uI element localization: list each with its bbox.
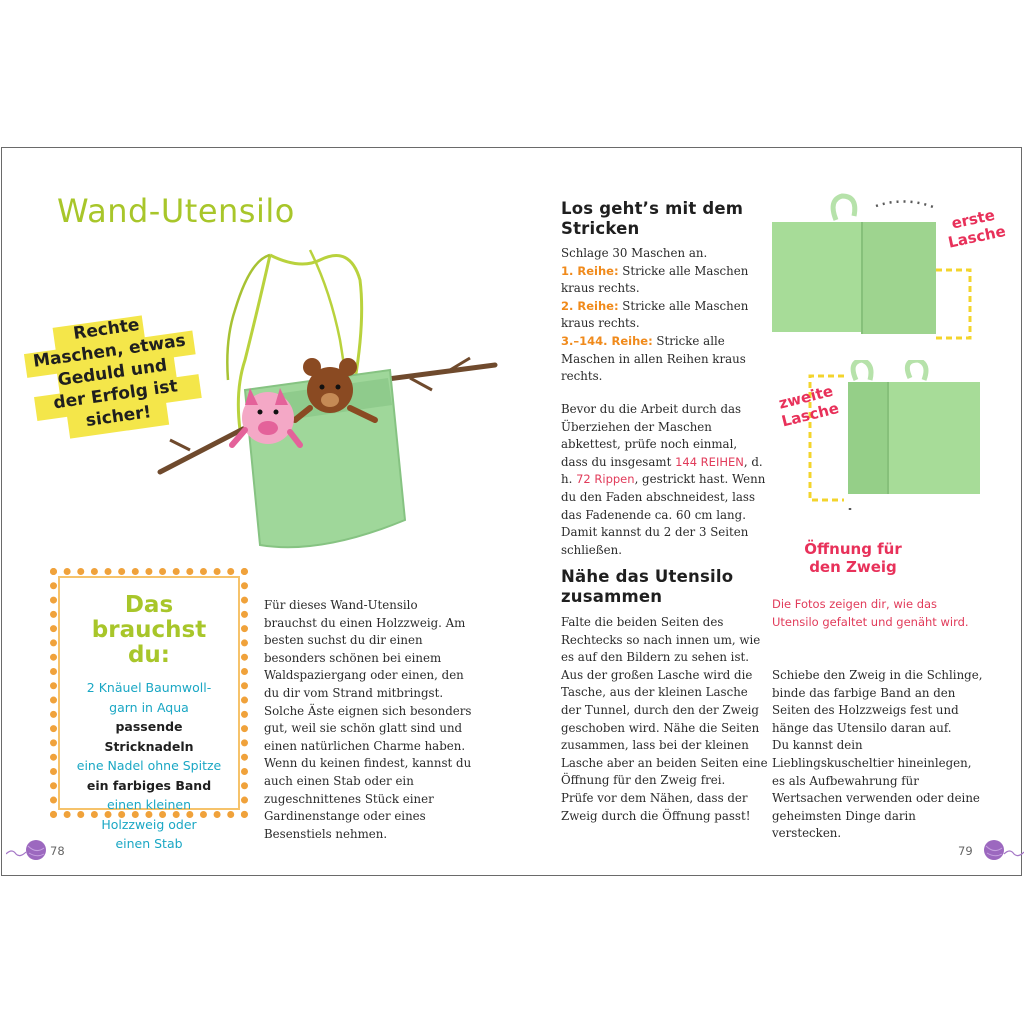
row-label: 3.–144. Reihe:	[561, 333, 653, 348]
final-text: Du kannst dein Lieblingskuscheltier hineinlegen, es als Aufbewahrung für Wertsachen verwenden oder deine geheimsten Dinge darin verstecken.	[772, 738, 980, 841]
photo-caption: Die Fotos zeigen dir, wie das Utensilo gefaltet und genäht wird.	[772, 597, 969, 629]
yarn-ball-icon	[982, 836, 1024, 864]
materials-heading: Das brauchst du:	[91, 592, 207, 668]
yarn-ball-icon	[6, 836, 48, 864]
folded-step-photo-1	[766, 190, 976, 350]
sew-text: Falte die beiden Seiten des Rechtecks so nach innen um, wie es auf den Bildern zu sehen ist. Aus der großen Lasche wird die Tasche, aus der kleinen Lasche der Tunnel, durch den der Zweig geschoben wird. Nähe die Seiten zusammen, lass bei der kleinen Lasche aber an beiden Seiten eine Öffnung für den Zweig frei.	[561, 615, 768, 788]
cast-on-text: Schlage 30 Maschen an.	[561, 246, 708, 260]
row-label: 2. Reihe:	[561, 298, 619, 313]
row-step	[561, 333, 766, 386]
row-step	[561, 263, 766, 298]
final-text: Schiebe den Zweig in die Schlinge, binde das farbige Band an den Seiten des Holzzweigs fest und hänge das Utensilo daran auf.	[772, 668, 983, 735]
row-text: Stricke alle Maschen kraus rechts.	[561, 298, 749, 331]
row-text: Stricke alle Maschen in allen Reihen kraus rechts.	[561, 333, 746, 384]
page-number-right: 79	[958, 844, 973, 858]
knit-steps	[561, 245, 766, 386]
row-label: 1. Reihe:	[561, 263, 619, 278]
bind-off-text: Bevor du die Arbeit durch das Überziehen der Maschen abkettest, prüfe noch einmal, dass du insgesamt	[561, 402, 742, 469]
sew-paragraph	[561, 614, 771, 825]
final-paragraph	[772, 667, 984, 843]
rows-highlight: 144 REIHEN	[675, 454, 744, 469]
intro-paragraph: Für dieses Wand-Utensilo brauchst du einen Holzzweig. Am besten suchst du dir einen besonders schönen bei einem Waldspaziergang oder einen, den du dir vom Strand mitbringst. Solche Äste eignen sich besonders gut, weil sie schön glatt sind und einen natürlichen Charme haben. Wenn du keinen findest, kannst du auch einen Stab oder ein zugeschnittenes Stück einer Gardinenstange oder eines Besenstiels nehmen.	[264, 598, 472, 841]
sticker-text: Rechte Maschen, etwas Geduld und der Erfolg ist sicher!	[31, 314, 187, 432]
materials-item: 2 Knäuel Baumwoll- garn in Aqua	[86, 680, 212, 715]
label-second-flap: zweite Lasche	[776, 381, 841, 431]
page-number-left: 78	[50, 844, 65, 858]
heading-sew: Nähe das Utensilo zusammen	[561, 567, 734, 606]
bind-off-text: , gestrickt hast. Wenn du den Faden abschneidest, lass das Fadenende ca. 60 cm lang. Damit kannst du 2 der 3 Seiten schließen.	[561, 472, 766, 557]
materials-item: eine Nadel ohne Spitze	[76, 758, 222, 773]
row-step	[561, 298, 766, 333]
materials-list	[69, 678, 229, 854]
ribs-highlight: 72 Rippen	[576, 472, 635, 487]
label-first-flap: erste Lasche	[946, 205, 1008, 252]
materials-item: passende Stricknadeln	[104, 719, 194, 754]
row-text: Stricke alle Maschen kraus rechts.	[561, 263, 749, 296]
heading-knit: Los geht’s mit dem Stricken	[561, 199, 744, 238]
bind-off-paragraph	[561, 401, 766, 559]
bind-off-text: , d. h.	[561, 454, 763, 487]
sew-check-text: Prüfe vor dem Nähen, dass der Zweig durch die Öffnung passt!	[561, 790, 751, 823]
page-title: Wand-Utensilo	[57, 192, 295, 230]
materials-item: ein farbiges Band	[86, 777, 212, 793]
materials-item: einen kleinen Holzzweig oder einen Stab	[101, 797, 197, 851]
motivation-sticker	[15, 306, 212, 448]
label-branch-opening: Öffnung für den Zweig	[804, 540, 902, 576]
